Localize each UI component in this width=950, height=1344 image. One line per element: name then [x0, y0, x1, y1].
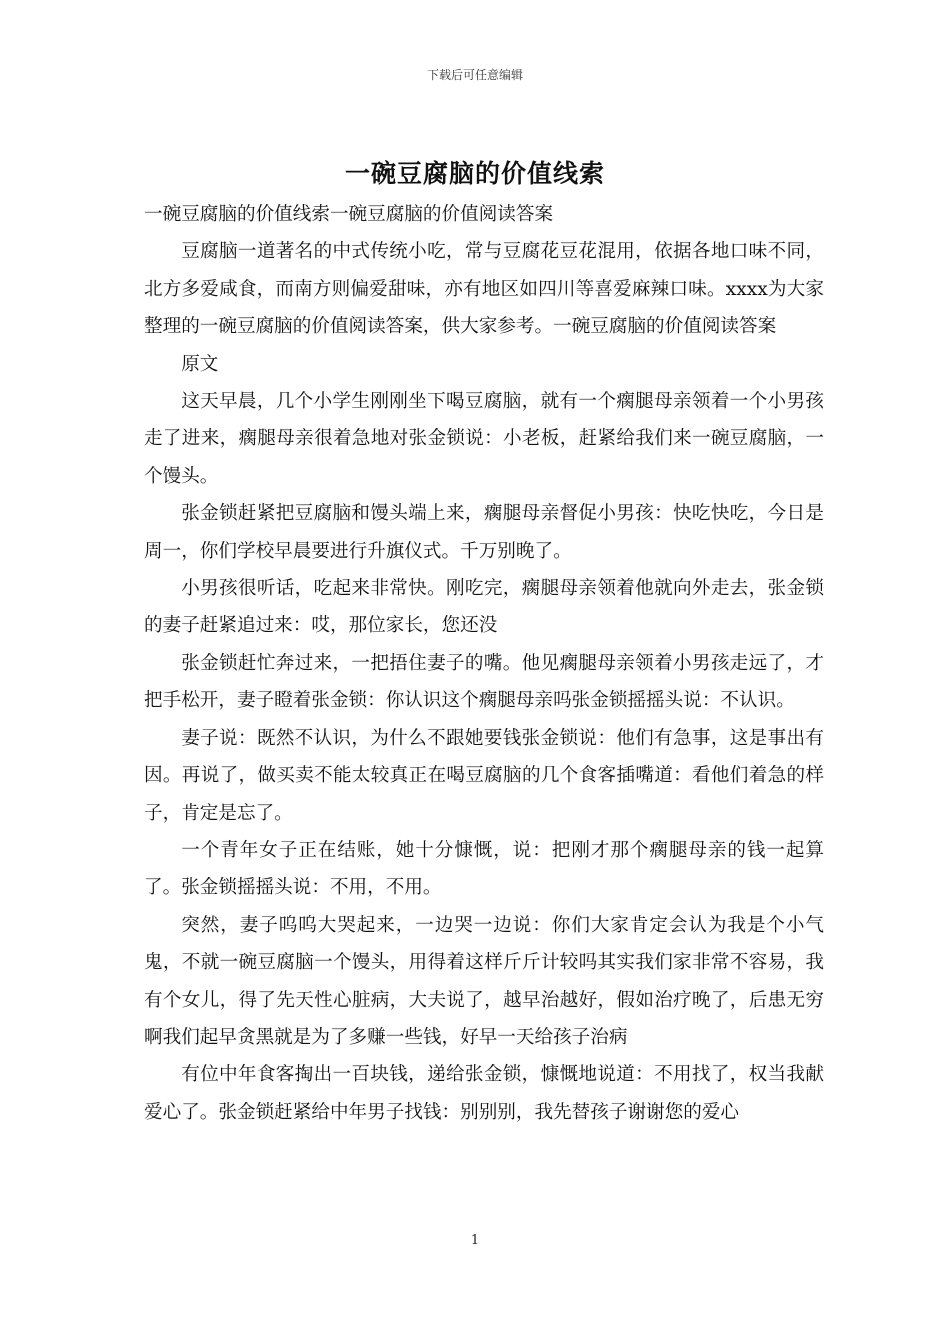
page-number: 1 [470, 1233, 480, 1248]
paragraph: 张金锁赶紧把豆腐脑和馒头端上来，瘸腿母亲督促小男孩：快吃快吃，今日是周一，你们学校早晨要进行升旗仪式。千万别晚了。 [144, 503, 824, 562]
document-title: 一碗豆腐脑的价值线索 [344, 159, 605, 188]
paragraph: 这天早晨，几个小学生刚刚坐下喝豆腐脑，就有一个瘸腿母亲领着一个小男孩走了进来，瘸腿母亲很着急地对张金锁说：小老板，赶紧给我们来一碗豆腐脑，一个馒头。 [144, 391, 824, 487]
body-text [144, 196, 824, 1131]
paragraph: 张金锁赶忙奔过来，一把捂住妻子的嘴。他见瘸腿母亲领着小男孩走远了，才把手松开，妻子瞪着张金锁：你认识这个瘸腿母亲吗张金锁摇摇头说：不认识。 [144, 652, 824, 712]
section-label-original: 原文 [181, 353, 219, 375]
paragraph: 突然，妻子呜呜大哭起来，一边哭一边说：你们大家肯定会认为我是个小气鬼，不就一碗豆腐脑一个馒头，用得着这样斤斤计较吗其实我们家非常不容易，我有个女儿，得了先天性心脏病，大夫说了，越早治越好，假如治疗晚了，后患无穷啊我们起早贪黑就是为了多赚一些钱，好早一天给孩子治病 [144, 914, 824, 1048]
paragraph: 有位中年食客掏出一百块钱，递给张金锁，慷慨地说道：不用找了，权当我献爱心了。张金锁赶紧给中年男子找钱：别别别，我先替孩子谢谢您的爱心 [144, 1064, 824, 1123]
paragraph-intro: 豆腐脑一道著名的中式传统小吃，常与豆腐花豆花混用，依据各地口味不同，北方多爱咸食，而南方则偏爱甜味，亦有地区如四川等喜爱麻辣口味。xxxx为大家整理的一碗豆腐脑的价值阅读答案，供大家参考。一碗豆腐脑的价值阅读答案 [144, 241, 824, 338]
paragraph: 妻子说：既然不认识，为什么不跟她要钱张金锁说：他们有急事，这是事出有因。再说了，做买卖不能太较真正在喝豆腐脑的几个食客插嘴道：看他们着急的样子，肯定是忘了。 [144, 727, 824, 824]
header-note: 下载后可任意编辑 [426, 68, 523, 82]
paragraph: 小男孩很听话，吃起来非常快。刚吃完，瘸腿母亲领着他就向外走去，张金锁的妻子赶紧追过来：哎，那位家长，您还没 [144, 578, 824, 637]
paragraph: 一个青年女子正在结账，她十分慷慨，说：把刚才那个瘸腿母亲的钱一起算了。张金锁摇摇头说：不用，不用。 [144, 839, 824, 899]
subtitle-line: 一碗豆腐脑的价值线索一碗豆腐脑的价值阅读答案 [144, 204, 554, 225]
